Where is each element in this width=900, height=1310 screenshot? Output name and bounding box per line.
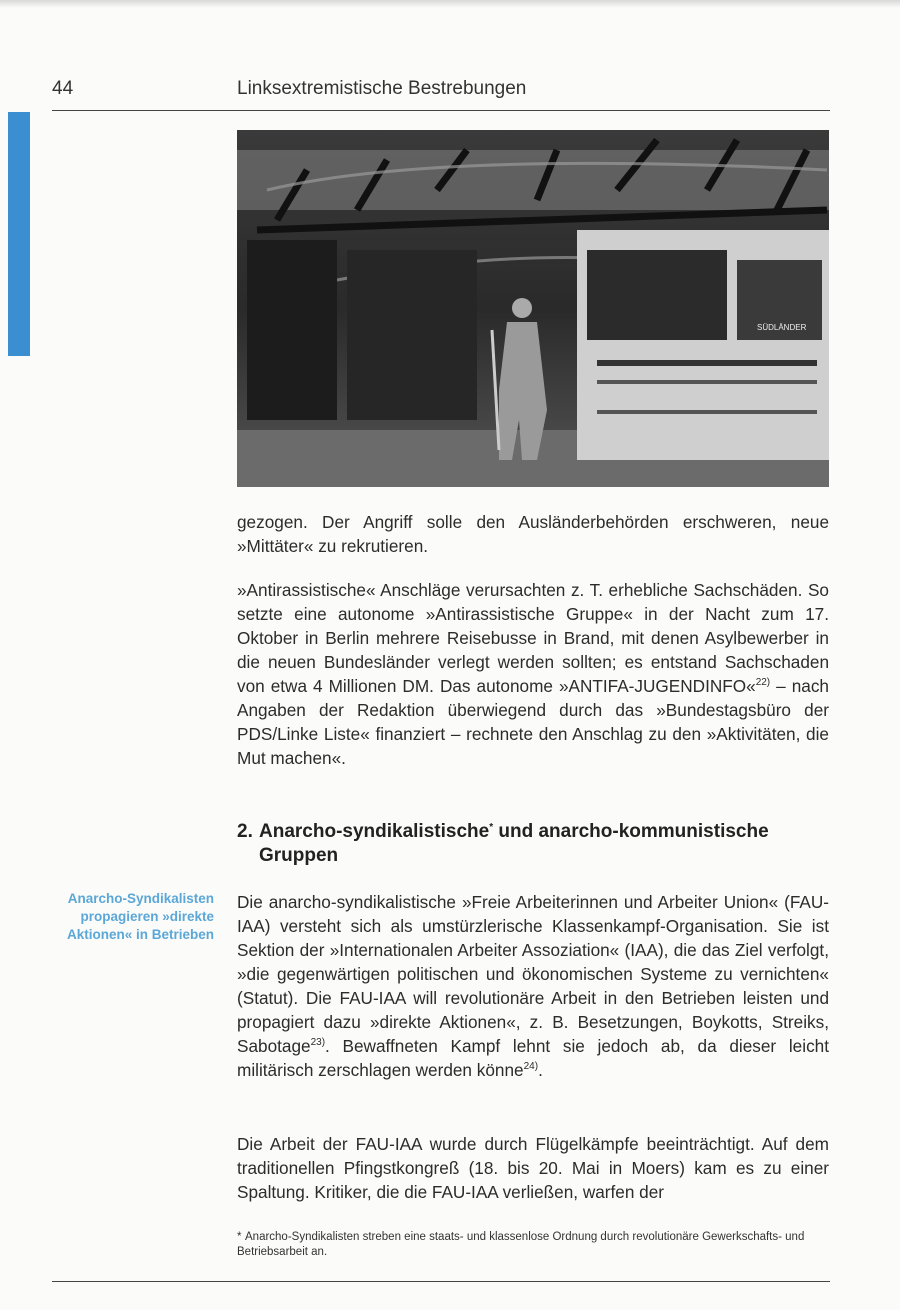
margin-note: Anarcho-Syndikalisten propagieren »direkte Aktionen« in Betrieben <box>66 891 214 942</box>
footnote-text: Anarcho-Syndikalisten streben eine staats- und klassenlose Ordnung durch revolutionäre Gewerkschafts- und Betriebsarbeit an. <box>237 1231 805 1258</box>
page-number: 44 <box>52 78 74 99</box>
footnote-ref-23: 23) <box>310 1037 326 1048</box>
chapter-thumb-tab <box>8 112 30 356</box>
photo-burned-bus <box>237 130 829 487</box>
footnote-ref-22: 22) <box>755 677 771 688</box>
section-title-c: Gruppen <box>259 845 339 866</box>
paragraph-2-text-b: – nach Angaben der Redaktion überwiegend durch das »Bundestagsbüro der PDS/Linke Liste« finanziert – rechnete den Anschlag zu den »Aktivitäten, die Mut machen«. <box>237 676 829 768</box>
photo-illustration <box>237 130 829 487</box>
paragraph-3 <box>237 890 829 1082</box>
header-rule <box>52 110 830 111</box>
section-number: 2. <box>237 821 253 842</box>
footnote-mark: * <box>237 1231 242 1243</box>
paragraph-3-text-b: . Bewaffneten Kampf lehnt sie jedoch ab, da dieser leicht militärisch zerschlagen werden könne <box>237 1036 829 1080</box>
paragraph-1: gezogen. Der Angriff solle den Ausländerbehörden erschweren, neue »Mittäter« zu rekrutieren. <box>237 512 829 556</box>
section-title-b: und anarcho-kommunistische <box>493 821 769 842</box>
footnote <box>237 1230 829 1260</box>
footnote-ref-24: 24) <box>523 1061 539 1072</box>
paragraph-3-text-a: Die anarcho-syndikalistische »Freie Arbeiterinnen und Arbeiter Union« (FAU-IAA) versteht sich als umstürzlerische Klassenkampf-Organisation. Sie ist Sektion der »Internationalen Arbeiter Assoziation« (IAA), die das Ziel verfolgt, »die gegenwärtigen politischen und ökonomischen Systeme zu vernichten« (Statut). Die FAU-IAA will revolutionäre Arbeit in den Betrieben leisten und propagiert dazu »direkte Aktionen«, z. B. Besetzungen, Boykotts, Streiks, Sabotage <box>237 892 829 1056</box>
running-header: Linksextremistische Bestrebungen <box>237 78 527 99</box>
paragraph-2 <box>237 578 829 770</box>
footnote-asterisk: * <box>489 822 494 833</box>
paragraph-3-text-c: . <box>538 1060 543 1080</box>
section-heading <box>237 820 829 868</box>
paragraph-2-text-a: »Antirassistische« Anschläge verursachten z. T. erhebliche Sachschäden. So setzte eine autonome »Antirassistische Gruppe« in der Nacht zum 17. Oktober in Berlin mehrere Reisebusse in Brand, mit denen Asylbewerber in die neuen Bundesländer verlegt werden sollten; es entstand Sachschaden von etwa 4 Millionen DM. Das autonome »ANTIFA-JUGENDINFO« <box>237 580 829 696</box>
bus-sign-text: SÜDLÄNDER <box>757 323 807 332</box>
footer-rule <box>52 1281 830 1282</box>
scan-edge-shadow <box>0 0 900 8</box>
section-title-a: Anarcho-syndikalistische <box>259 821 490 842</box>
paragraph-4: Die Arbeit der FAU-IAA wurde durch Flügelkämpfe beeinträchtigt. Auf dem traditionellen Pfingstkongreß (18. bis 20. Mai in Moers) kam es zu einer Spaltung. Kritiker, die die FAU-IAA verließen, warfen der <box>237 1134 829 1202</box>
